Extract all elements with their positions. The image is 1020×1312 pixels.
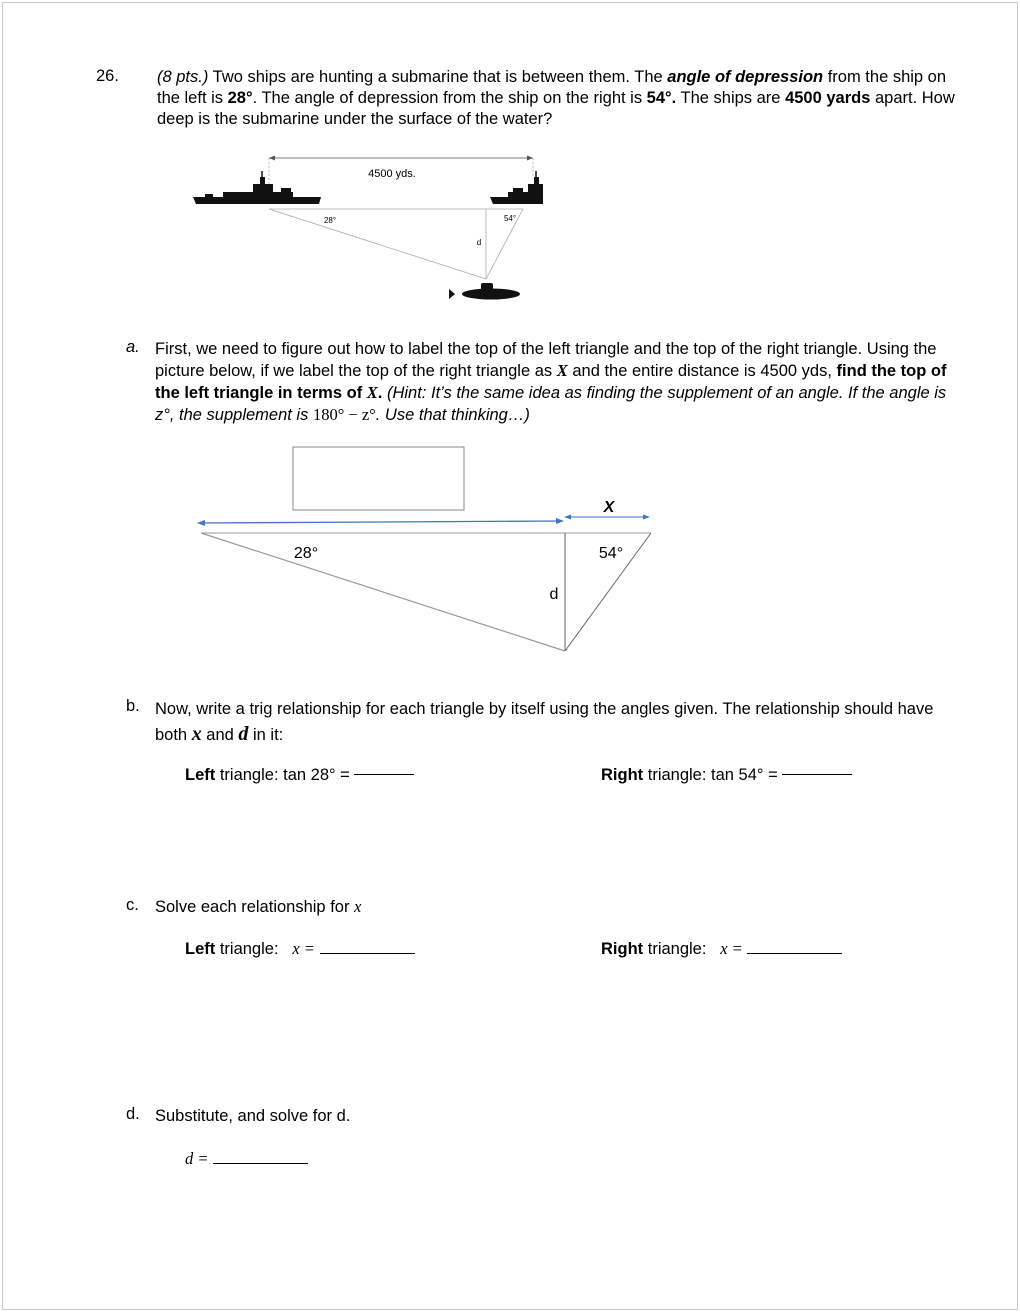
left-trig-relationship: Left triangle: tan 28° = — [185, 765, 414, 786]
left-hypotenuse — [201, 533, 565, 651]
d-blank[interactable] — [213, 1163, 308, 1164]
angle-of-depression-term: angle of depression — [667, 68, 824, 86]
left-distance-arrow-head-right — [556, 518, 564, 524]
right-angle-label: 54° — [503, 214, 517, 223]
part-d-text: Substitute, and solve for d. — [155, 1107, 351, 1125]
left-solve-x: Left triangle: x = — [185, 938, 415, 960]
left-angle-label: 28° — [323, 216, 337, 225]
submarine-icon — [449, 283, 520, 300]
distance-arrow-left-head — [269, 156, 275, 161]
right-x-blank[interactable] — [747, 953, 842, 954]
x-arrow-head-right — [643, 515, 650, 520]
answer-box[interactable] — [293, 447, 464, 510]
distance-label: 4500 yds. — [368, 168, 416, 180]
part-c-letter: c. — [126, 896, 139, 914]
depth-label: d — [549, 586, 559, 603]
part-d-letter: d. — [126, 1105, 140, 1123]
part-a-text: First, we need to figure out how to label the top of the left triangle and the top of the right triangle. Using the picture below, if we label the top of the right triangle as X and the entire distance is 4500 yds, find the top of the left triangle in terms of X. (Hint: It’s the same idea as finding the supplement of an angle. If the angle is z°, the supplement is 180° − z°. Use that thinking…) — [155, 340, 947, 424]
x-arrow-head-left — [564, 515, 571, 520]
right-trig-blank[interactable] — [782, 774, 852, 775]
right-trig-relationship: Right triangle: tan 54° = — [601, 765, 852, 786]
left-sightline — [269, 209, 486, 279]
depth-label: d — [476, 238, 482, 247]
left-ship-icon — [193, 171, 321, 204]
part-a-letter: a. — [126, 338, 140, 356]
left-x-blank[interactable] — [320, 953, 415, 954]
question-points: (8 pts.) — [157, 68, 209, 86]
worksheet-page — [2, 2, 1018, 1310]
ships-submarine-diagram — [183, 151, 543, 311]
x-label: X — [603, 499, 615, 516]
question-prompt: (8 pts.) Two ships are hunting a submarine that is between them. The angle of depression from the ship on the left is 28°. The angle of depression from the ship on the right is 54°. The ships are 4500 yards apart. How deep is the submarine under the surface of the water? — [157, 68, 955, 128]
left-angle-label: 28° — [293, 545, 319, 562]
right-solve-x: Right triangle: x = — [601, 938, 842, 960]
d-answer: d = — [185, 1148, 308, 1170]
left-distance-arrow-head-left — [197, 520, 205, 526]
left-distance-arrow — [201, 521, 560, 523]
right-angle-label: 54° — [598, 545, 624, 562]
left-trig-blank[interactable] — [354, 774, 414, 775]
part-c-text: Solve each relationship for x — [155, 897, 362, 916]
right-ship-icon — [490, 171, 543, 204]
distance-arrow-right-head — [527, 156, 533, 161]
part-b-letter: b. — [126, 697, 140, 715]
triangle-diagram — [188, 443, 663, 663]
part-b-text: Now, write a trig relationship for each triangle by itself using the angles given. The relationship should have both x and d in it: — [155, 700, 934, 745]
question-number: 26. — [96, 67, 119, 85]
